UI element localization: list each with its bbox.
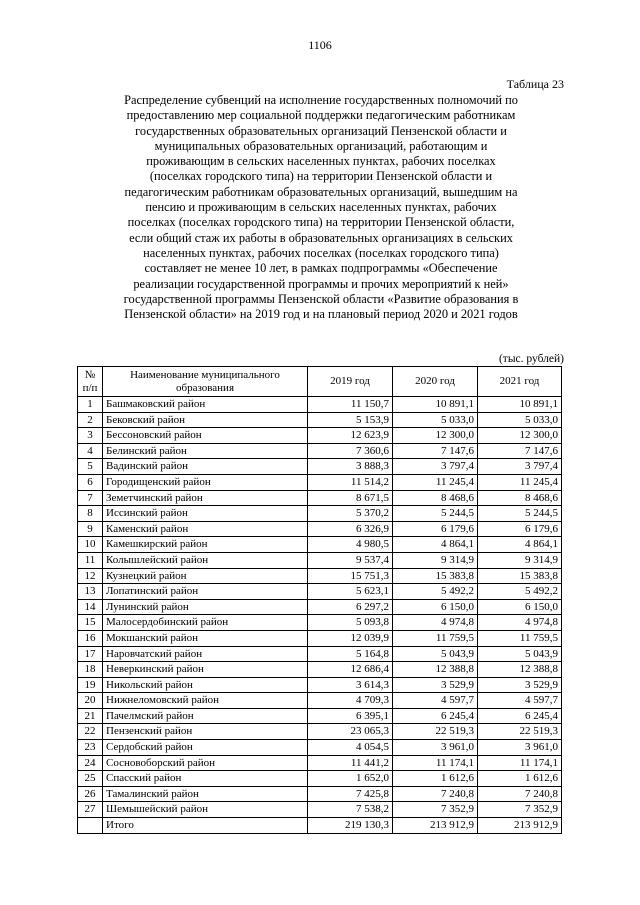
value-2019: 12 686,4 (308, 662, 393, 678)
value-2020: 5 033,0 (393, 412, 478, 428)
table-row (78, 724, 562, 740)
value-2019: 8 671,5 (308, 490, 393, 506)
value-2019: 15 751,3 (308, 568, 393, 584)
value-2020: 6 150,0 (393, 599, 478, 615)
value-2020: 5 492,2 (393, 584, 478, 600)
row-number: 17 (78, 646, 103, 662)
table-row (78, 599, 562, 615)
row-number: 26 (78, 786, 103, 802)
value-2021: 8 468,6 (478, 490, 562, 506)
value-2019: 7 360,6 (308, 443, 393, 459)
row-number: 11 (78, 552, 103, 568)
row-number: 21 (78, 708, 103, 724)
value-2021: 4 974,8 (478, 615, 562, 631)
value-2019: 4 980,5 (308, 537, 393, 553)
table-row (78, 708, 562, 724)
value-2020: 213 912,9 (393, 818, 478, 834)
value-2021: 6 179,6 (478, 521, 562, 537)
row-number: 23 (78, 740, 103, 756)
value-2021: 11 759,5 (478, 630, 562, 646)
total-row (78, 818, 562, 834)
table-row (78, 490, 562, 506)
value-2021: 12 388,8 (478, 662, 562, 678)
table-header-row (78, 367, 562, 397)
title-line: предоставлению мер социальной поддержки педагогическим работникам (126, 108, 516, 123)
row-number: 24 (78, 755, 103, 771)
title-line: пенсию и проживающим в сельских населенных пунктах, рабочих (145, 200, 497, 215)
table-row (78, 786, 562, 802)
value-2020: 10 891,1 (393, 397, 478, 413)
value-2021: 4 864,1 (478, 537, 562, 553)
table-row (78, 568, 562, 584)
table-row (78, 443, 562, 459)
row-number: 2 (78, 412, 103, 428)
value-2020: 3 529,9 (393, 677, 478, 693)
value-2021: 10 891,1 (478, 397, 562, 413)
municipality-name: Никольский район (103, 677, 308, 693)
value-2021: 12 300,0 (478, 428, 562, 444)
title-line: Пензенской области» на 2019 год и на плановый период 2020 и 2021 годов (124, 307, 518, 322)
municipality-name: Пачелмский район (103, 708, 308, 724)
row-number: 6 (78, 474, 103, 490)
municipality-name: Итого (103, 818, 308, 834)
value-2019: 9 537,4 (308, 552, 393, 568)
value-2020: 7 352,9 (393, 802, 478, 818)
value-2019: 23 065,3 (308, 724, 393, 740)
value-2021: 3 961,0 (478, 740, 562, 756)
header-municipality: Наименование муниципального образования (103, 367, 308, 397)
value-2020: 12 300,0 (393, 428, 478, 444)
header-2019: 2019 год (308, 367, 393, 397)
municipality-name: Земетчинский район (103, 490, 308, 506)
table-row (78, 459, 562, 475)
value-2019: 4 054,5 (308, 740, 393, 756)
row-number: 15 (78, 615, 103, 631)
row-number: 3 (78, 428, 103, 444)
municipality-name: Каменский район (103, 521, 308, 537)
title-line: педагогическим работникам образовательных организаций, вышедшим на (124, 184, 518, 199)
value-2019: 11 441,2 (308, 755, 393, 771)
municipality-name: Спасский район (103, 771, 308, 787)
value-2019: 3 614,3 (308, 677, 393, 693)
title-line: (поселках городского типа) на территории Пензенской области и (149, 169, 493, 184)
row-number: 25 (78, 771, 103, 787)
value-2020: 15 383,8 (393, 568, 478, 584)
table-label: Таблица 23 (506, 77, 564, 91)
municipality-name: Нижнеломовский район (103, 693, 308, 709)
table-row (78, 630, 562, 646)
value-2021: 11 174,1 (478, 755, 562, 771)
value-2019: 219 130,3 (308, 818, 393, 834)
value-2020: 4 597,7 (393, 693, 478, 709)
value-2019: 5 093,8 (308, 615, 393, 631)
document-title (78, 93, 564, 322)
row-number (78, 818, 103, 834)
title-line: если общий стаж их работы в образовательных организациях в сельских (129, 230, 513, 245)
municipality-name: Лопатинский район (103, 584, 308, 600)
value-2021: 7 352,9 (478, 802, 562, 818)
table-row (78, 584, 562, 600)
municipality-name: Шемышейский район (103, 802, 308, 818)
table-row (78, 802, 562, 818)
table-row (78, 474, 562, 490)
municipality-name: Вадинский район (103, 459, 308, 475)
row-number: 5 (78, 459, 103, 475)
value-2020: 3 797,4 (393, 459, 478, 475)
value-2020: 6 179,6 (393, 521, 478, 537)
municipality-name: Лунинский район (103, 599, 308, 615)
table-row (78, 521, 562, 537)
value-2020: 22 519,3 (393, 724, 478, 740)
value-2019: 6 326,9 (308, 521, 393, 537)
value-2020: 8 468,6 (393, 490, 478, 506)
title-line: государственной программы Пензенской области «Развитие образования в (123, 291, 519, 306)
value-2020: 11 759,5 (393, 630, 478, 646)
header-2021: 2021 год (478, 367, 562, 397)
value-2019: 11 514,2 (308, 474, 393, 490)
table-row (78, 755, 562, 771)
value-2020: 5 244,5 (393, 506, 478, 522)
table-row (78, 693, 562, 709)
row-number: 16 (78, 630, 103, 646)
title-line: составляет не менее 10 лет, в рамках подпрограммы «Обеспечение (144, 261, 498, 276)
value-2021: 5 033,0 (478, 412, 562, 428)
row-number: 20 (78, 693, 103, 709)
value-2019: 5 164,8 (308, 646, 393, 662)
value-2021: 4 597,7 (478, 693, 562, 709)
row-number: 9 (78, 521, 103, 537)
value-2021: 1 612,6 (478, 771, 562, 787)
row-number: 1 (78, 397, 103, 413)
value-2020: 9 314,9 (393, 552, 478, 568)
row-number: 13 (78, 584, 103, 600)
table-row (78, 506, 562, 522)
value-2021: 3 797,4 (478, 459, 562, 475)
value-2019: 7 538,2 (308, 802, 393, 818)
value-2020: 6 245,4 (393, 708, 478, 724)
value-2021: 5 492,2 (478, 584, 562, 600)
value-2020: 11 245,4 (393, 474, 478, 490)
table-row (78, 412, 562, 428)
table-row (78, 677, 562, 693)
row-number: 14 (78, 599, 103, 615)
municipality-name: Иссинский район (103, 506, 308, 522)
title-line: поселках (поселках городского типа) на территории Пензенской области, (127, 215, 515, 230)
value-2019: 6 395,1 (308, 708, 393, 724)
value-2020: 3 961,0 (393, 740, 478, 756)
value-2021: 6 245,4 (478, 708, 562, 724)
municipality-name: Тамалинский район (103, 786, 308, 802)
table-row (78, 646, 562, 662)
value-2019: 7 425,8 (308, 786, 393, 802)
value-2020: 4 864,1 (393, 537, 478, 553)
municipality-name: Бессоновский район (103, 428, 308, 444)
table-row (78, 771, 562, 787)
municipality-name: Малосердобинский район (103, 615, 308, 631)
value-2019: 6 297,2 (308, 599, 393, 615)
value-2020: 11 174,1 (393, 755, 478, 771)
title-line: проживающим в сельских населенных пунктах, рабочих поселках (146, 154, 496, 169)
title-line: населенных пунктах, рабочих поселках (поселках городского типа) (143, 245, 499, 260)
value-2019: 5 370,2 (308, 506, 393, 522)
municipality-name: Камешкирский район (103, 537, 308, 553)
value-2021: 3 529,9 (478, 677, 562, 693)
value-2021: 5 043,9 (478, 646, 562, 662)
value-2020: 4 974,8 (393, 615, 478, 631)
municipality-name: Сердобский район (103, 740, 308, 756)
row-number: 18 (78, 662, 103, 678)
header-2020: 2020 год (393, 367, 478, 397)
municipality-name: Мокшанский район (103, 630, 308, 646)
title-line: Распределение субвенций на исполнение государственных полномочий по (124, 93, 518, 107)
title-line: государственных образовательных организаций Пензенской области и (135, 123, 507, 138)
table-row (78, 552, 562, 568)
subvention-table (77, 366, 562, 834)
row-number: 4 (78, 443, 103, 459)
value-2020: 12 388,8 (393, 662, 478, 678)
value-2019: 1 652,0 (308, 771, 393, 787)
page-number: 1106 (308, 38, 332, 52)
municipality-name: Белинский район (103, 443, 308, 459)
value-2019: 11 150,7 (308, 397, 393, 413)
value-2019: 5 623,1 (308, 584, 393, 600)
row-number: 12 (78, 568, 103, 584)
title-line: реализации государственной программы и прочих мероприятий к ней» (133, 276, 509, 291)
table-row (78, 740, 562, 756)
table-row (78, 397, 562, 413)
value-2020: 7 240,8 (393, 786, 478, 802)
value-2021: 9 314,9 (478, 552, 562, 568)
value-2020: 5 043,9 (393, 646, 478, 662)
value-2021: 213 912,9 (478, 818, 562, 834)
municipality-name: Городищенский район (103, 474, 308, 490)
municipality-name: Наровчатский район (103, 646, 308, 662)
value-2021: 7 147,6 (478, 443, 562, 459)
value-2021: 6 150,0 (478, 599, 562, 615)
value-2020: 1 612,6 (393, 771, 478, 787)
municipality-name: Бековский район (103, 412, 308, 428)
title-line: муниципальных образовательных организаций, работающим и (154, 138, 488, 153)
row-number: 10 (78, 537, 103, 553)
value-2021: 7 240,8 (478, 786, 562, 802)
row-number: 22 (78, 724, 103, 740)
value-2019: 12 623,9 (308, 428, 393, 444)
municipality-name: Кузнецкий район (103, 568, 308, 584)
table-row (78, 615, 562, 631)
table-row (78, 662, 562, 678)
municipality-name: Сосновоборский район (103, 755, 308, 771)
municipality-name: Башмаковский район (103, 397, 308, 413)
units-label: (тыс. рублей) (498, 353, 564, 365)
municipality-name: Неверкинский район (103, 662, 308, 678)
value-2021: 11 245,4 (478, 474, 562, 490)
value-2020: 7 147,6 (393, 443, 478, 459)
row-number: 7 (78, 490, 103, 506)
table-row (78, 428, 562, 444)
value-2019: 5 153,9 (308, 412, 393, 428)
value-2021: 15 383,8 (478, 568, 562, 584)
header-number: № п/п (78, 367, 103, 397)
municipality-name: Колышлейский район (103, 552, 308, 568)
row-number: 27 (78, 802, 103, 818)
row-number: 8 (78, 506, 103, 522)
value-2021: 5 244,5 (478, 506, 562, 522)
row-number: 19 (78, 677, 103, 693)
value-2019: 3 888,3 (308, 459, 393, 475)
value-2019: 12 039,9 (308, 630, 393, 646)
value-2021: 22 519,3 (478, 724, 562, 740)
value-2019: 4 709,3 (308, 693, 393, 709)
table-row (78, 537, 562, 553)
municipality-name: Пензенский район (103, 724, 308, 740)
